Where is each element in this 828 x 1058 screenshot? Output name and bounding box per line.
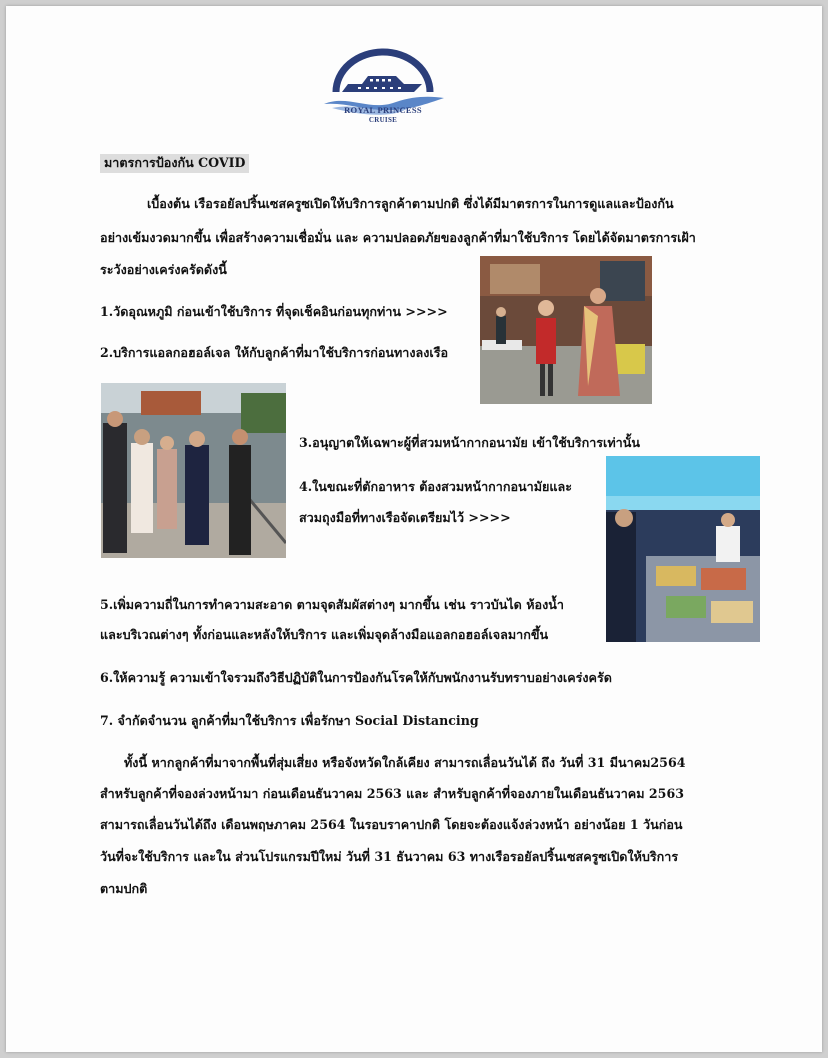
measure-3: 3.อนุญาตให้เฉพาะผู้ที่สวมหน้ากากอนามัย เข้าใช้บริการเท่านั้น (299, 435, 640, 450)
measure-2: 2.บริการแอลกอฮอล์เจล ให้กับลูกค้าที่มาใช้บริการก่อนทางลงเรือ (100, 345, 449, 360)
closing-line-5: ตามปกติ (100, 881, 148, 896)
closing-line-1: ทั้งนี้ หากลูกค้าที่มาจากพื้นที่สุ่มเสี่ยง หรือจังหวัดใกล้เคียง สามารถเลื่อนวันได้ ถึง วันที่ 31 มีนาคม2564 (124, 755, 686, 770)
logo-brand-line1: ROYAL PRINCESS (344, 105, 422, 115)
intro-line-3: ระวังอย่างเคร่งครัดดังนี้ (100, 262, 227, 277)
measure-5-line-2: และบริเวณต่างๆ ทั้งก่อนและหลังให้บริการ และเพิ่มจุดล้างมือแอลกอฮอล์เจลมากขึ้น (100, 627, 549, 642)
measure-4-line-1: 4.ในขณะที่ตักอาหาร ต้องสวมหน้ากากอนามัยและ (299, 479, 573, 494)
page-heading: มาตรการป้องกัน COVID (100, 154, 249, 173)
measure-7: 7. จำกัดจำนวน ลูกค้าที่มาใช้บริการ เพื่อรักษา Social Distancing (100, 713, 479, 728)
intro-line-1: เบื้องต้น เรือรอยัลปริ้นเซสครูซเปิดให้บริการลูกค้าตามปกติ ซึ่งได้มีมาตรการในการดูแลและป้องกัน (147, 196, 674, 211)
measure-6: 6.ให้ความรู้ ความเข้าใจรวมถึงวิธีปฏิบัติในการป้องกันโรคให้กับพนักงานรับทราบอย่างเคร่งครัด (100, 670, 612, 685)
measure-5-line-1: 5.เพิ่มความถี่ในการทำความสะอาด ตามจุดสัมผัสต่างๆ มากขึ้น เช่น ราวบันได ห้องน้ำ (100, 597, 564, 612)
masked-guests-boarding-photo (101, 383, 286, 558)
temperature-check-photo (480, 256, 652, 404)
closing-line-2: สำหรับลูกค้าที่จองล่วงหน้ามา ก่อนเดือนธันวาคม 2563 และ สำหรับลูกค้าที่จองภายในเดือนธันวาคม 2563 (100, 786, 684, 801)
measure-4-line-2: สวมถุงมือที่ทางเรือจัดเตรียมไว้ >>>> (299, 510, 511, 525)
document-page (6, 6, 822, 1052)
closing-line-4: วันที่จะใช้บริการ และใน ส่วนโปรแกรมปีใหม่ วันที่ 31 ธันวาคม 63 ทางเรือรอยัลปริ้นเซสครูซเปิดให้บริการ (100, 849, 679, 864)
buffet-gloves-photo (606, 456, 760, 642)
closing-line-3: สามารถเลื่อนวันได้ถึง เดือนพฤษภาคม 2564 ในรอบราคาปกติ โดยจะต้องแจ้งล่วงหน้า อย่างน้อย 1 วันก่อน (100, 817, 683, 832)
logo-brand-line2: CRUISE (368, 116, 398, 124)
intro-line-2: อย่างเข้มงวดมากขึ้น เพื่อสร้างความเชื่อมั่น และ ความปลอดภัยของลูกค้าที่มาใช้บริการ โดยได้จัดมาตรการเฝ้า (100, 230, 696, 245)
measure-1: 1.วัดอุณหภูมิ ก่อนเข้าใช้บริการ ที่จุดเช็คอินก่อนทุกท่าน >>>> (100, 304, 448, 319)
